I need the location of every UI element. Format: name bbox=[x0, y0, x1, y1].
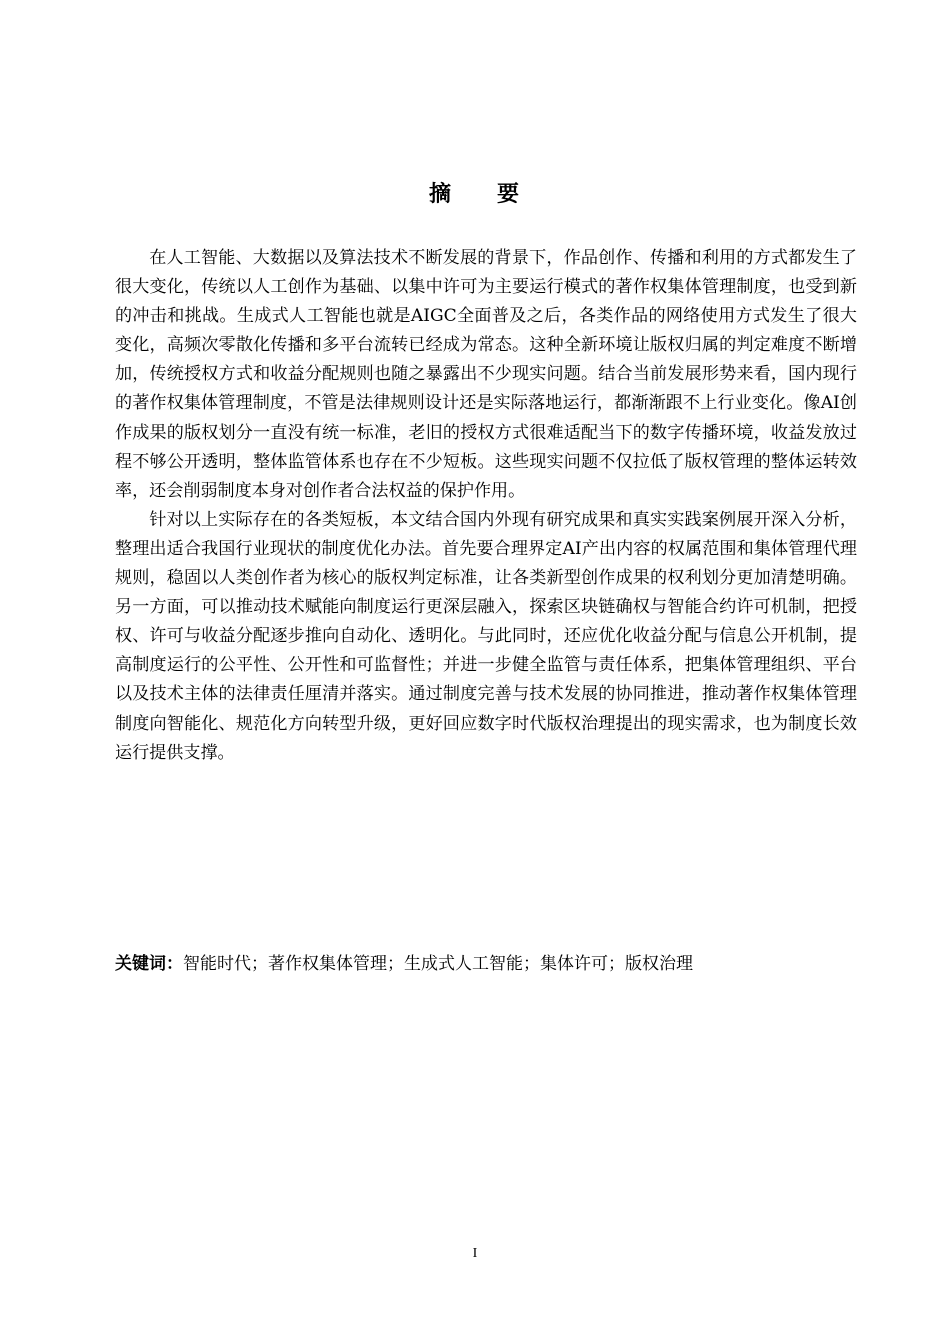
abstract-title bbox=[0, 178, 950, 212]
keywords-text: 智能时代；著作权集体管理；生成式人工智能；集体许可；版权治理 bbox=[183, 954, 693, 974]
keywords-label: 关键词： bbox=[115, 954, 183, 974]
abstract-title-char-1: 摘 bbox=[428, 182, 453, 207]
page-number: I bbox=[472, 1246, 478, 1261]
abstract-paragraph-1: 在人工智能、大数据以及算法技术不断发展的背景下，作品创作、传播和利用的方式都发生了很大变化，传统以人工创作为基础、以集中许可为主要运行模式的著作权集体管理制度，也受到新的冲击和挑战。生成式人工智能也就是AIGC全面普及之后，各类作品的网络使用方式发生了很大变化，高频次零散化传播和多平台流转已经成为常态。这种全新环境让版权归属的判定难度不断增加，传统授权方式和收益分配规则也随之暴露出不少现实问题。结合当前发展形势来看，国内现行的著作权集体管理制度，不管是法律规则设计还是实际落地运行，都渐渐跟不上行业变化。像AI创作成果的版权划分一直没有统一标准，老旧的授权方式很难适配当下的数字传播环境，收益发放过程不够公开透明，整体监管体系也存在不少短板。这些现实问题不仅拉低了版权管理的整体运转效率，还会削弱制度本身对创作者合法权益的保护作用。 bbox=[115, 248, 857, 501]
keywords-line bbox=[115, 950, 857, 978]
abstract-paragraph-2: 针对以上实际存在的各类短板，本文结合国内外现有研究成果和真实实践案例展开深入分析，整理出适合我国行业现状的制度优化办法。首先要合理界定AI产出内容的权属范围和集体管理代理规则，稳固以人类创作者为核心的版权判定标准，让各类新型创作成果的权利划分更加清楚明确。另一方面，可以推动技术赋能向制度运行更深层融入，探索区块链确权与智能合约许可机制，把授权、许可与收益分配逐步推向自动化、透明化。与此同时，还应优化收益分配与信息公开机制，提高制度运行的公平性、公开性和可监督性；并进一步健全监管与责任体系，把集体管理组织、平台以及技术主体的法律责任厘清并落实。通过制度完善与技术发展的协同推进，推动著作权集体管理制度向智能化、规范化方向转型升级，更好回应数字时代版权治理提出的现实需求，也为制度长效运行提供支撑。 bbox=[115, 509, 857, 763]
abstract-body bbox=[115, 244, 857, 768]
abstract-title-char-2: 要 bbox=[497, 182, 522, 207]
